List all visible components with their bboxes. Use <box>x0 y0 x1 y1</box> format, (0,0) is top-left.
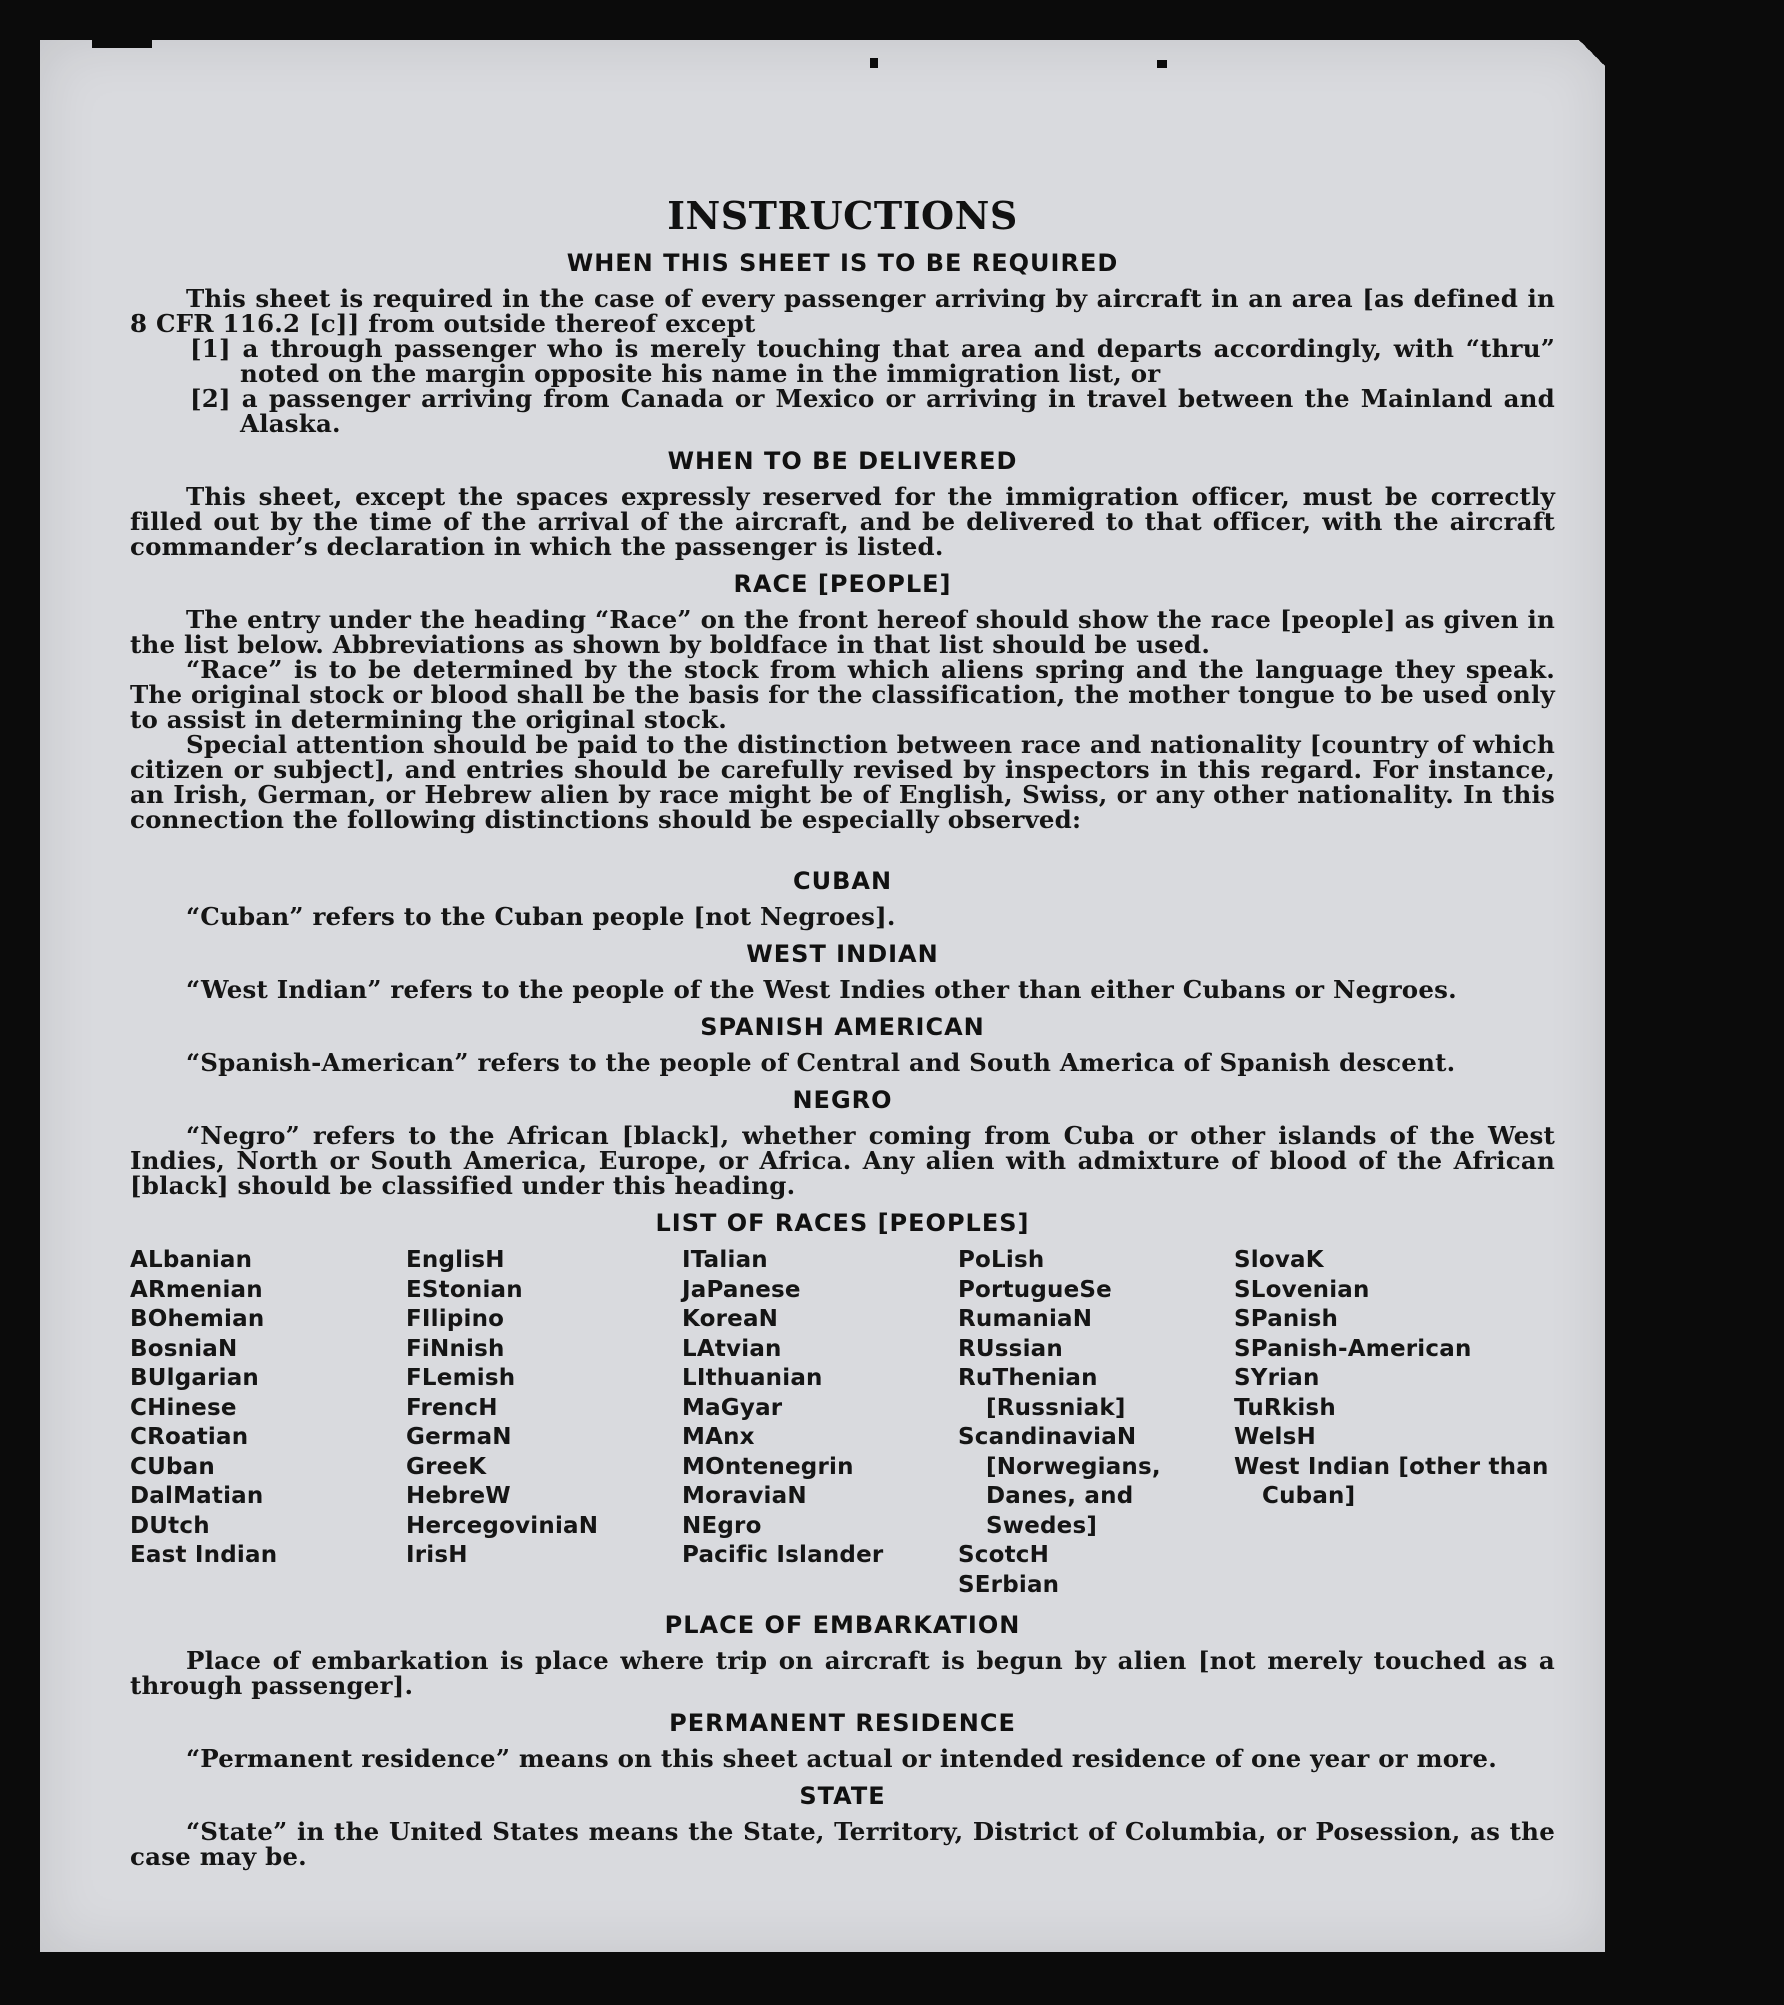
paragraph-delivered: This sheet, except the spaces expressly reserved for the immigration officer, must be correctly filled out by the time of the arrival of the aircraft, and be delivered to that officer, with the aircraft commander’s declaration in which the passenger is listed. <box>130 482 1555 561</box>
race-item: MaGyar <box>682 1394 783 1421</box>
race-item: SPanish <box>1234 1306 1339 1332</box>
race-item: East Indian <box>130 1542 278 1568</box>
race-list <box>130 1246 1555 1600</box>
race-list-column-5 <box>1234 1246 1555 1600</box>
race-item: BOhemian <box>130 1306 265 1332</box>
heading-when-delivered: WHEN TO BE DELIVERED <box>667 447 1018 475</box>
race-item: SlovaK <box>1234 1247 1324 1273</box>
race-item: MOntenegrin <box>682 1453 854 1480</box>
paragraph-residence: “Permanent residence” means on this sheet actual or intended residence of one year or more. <box>186 1744 1497 1773</box>
race-item: JaPanese <box>682 1276 801 1303</box>
race-item: TuRkish <box>1234 1394 1336 1421</box>
paragraph-race-3: Special attention should be paid to the distinction between race and nationality [country of which citizen or subject], and entries should be carefully revised by inspectors in this regard. For instance, an Irish, German, or Hebrew alien by race might be of English, Swiss, or any other nationality. In this connection the following distinctions should be especially observed: <box>130 730 1555 834</box>
race-item: RumaniaN <box>958 1306 1093 1332</box>
race-item: FiNnish <box>406 1335 505 1362</box>
race-list-column-3 <box>682 1246 958 1600</box>
race-item: Pacific Islander <box>682 1542 884 1568</box>
heading-spanish-american: SPANISH AMERICAN <box>700 1013 985 1041</box>
page-title: INSTRUCTIONS <box>667 193 1018 238</box>
paragraph-state: “State” in the United States means the State, Territory, District of Columbia, or Posession, as the case may be. <box>130 1817 1555 1871</box>
race-item: SErbian <box>958 1571 1060 1598</box>
document-sheet <box>40 40 1605 1952</box>
race-item: RuThenian [Russniak] <box>958 1365 1126 1421</box>
paragraph-spanish-american: “Spanish-American” refers to the people of Central and South America of Spanish descent. <box>186 1048 1456 1077</box>
scan-artifact <box>870 58 878 68</box>
race-item: SYrian <box>1234 1365 1320 1391</box>
race-item: HercegoviniaN <box>406 1512 599 1539</box>
race-item: FLemish <box>406 1365 516 1391</box>
paragraph-negro: “Negro” refers to the African [black], whether coming from Cuba or other islands of the West Indies, North or South America, Europe, or Africa. Any alien with admixture of blood of the African [black] should be classified under this heading. <box>130 1121 1555 1200</box>
paragraph-race-2: “Race” is to be determined by the stock from which aliens spring and the language they speak. The original stock or blood shall be the basis for the classification, the mother tongue to be used only to assist in determining the original stock. <box>130 655 1555 734</box>
race-item: West Indian [other than Cuban] <box>1234 1453 1549 1509</box>
race-item: ScandinaviaN [Norwegians, Danes, and Swedes] <box>958 1424 1161 1539</box>
heading-race: RACE [PEOPLE] <box>733 570 952 598</box>
heading-negro: NEGRO <box>792 1086 893 1114</box>
scan-artifact <box>92 38 152 48</box>
race-item: EStonian <box>406 1276 523 1303</box>
race-item: IrisH <box>406 1542 468 1568</box>
race-item: ScotcH <box>958 1542 1050 1568</box>
paragraph-required-item-1: [1] a through passenger who is merely touching that area and departs accordingly, with “thru” noted on the margin opposite his name in the immigration list, or <box>190 334 1555 388</box>
heading-when-required: WHEN THIS SHEET IS TO BE REQUIRED <box>566 249 1119 277</box>
race-item: ARmenian <box>130 1276 263 1303</box>
race-item: CHinese <box>130 1394 237 1421</box>
race-item: EnglisH <box>406 1247 505 1273</box>
race-item: MAnx <box>682 1424 755 1450</box>
race-item: LAtvian <box>682 1335 782 1362</box>
paragraph-race-1: The entry under the heading “Race” on the front hereof should show the race [people] as given in the list below. Abbreviations as shown by boldface in that list should be used. <box>130 605 1555 659</box>
race-list-column-1 <box>130 1246 406 1600</box>
race-item: HebreW <box>406 1483 511 1509</box>
race-item: ITalian <box>682 1247 768 1273</box>
race-item: BUlgarian <box>130 1365 259 1391</box>
race-item: NEgro <box>682 1512 762 1539</box>
paragraph-cuban: “Cuban” refers to the Cuban people [not Negroes]. <box>186 902 896 931</box>
race-item: GreeK <box>406 1453 487 1480</box>
heading-permanent-residence: PERMANENT RESIDENCE <box>669 1709 1016 1737</box>
race-item: DUtch <box>130 1512 210 1539</box>
heading-cuban: CUBAN <box>792 867 893 895</box>
race-item: DalMatian <box>130 1483 264 1509</box>
race-item: CUban <box>130 1453 215 1480</box>
race-list-column-4 <box>958 1246 1234 1600</box>
race-item: SPanish-American <box>1234 1335 1472 1362</box>
race-list-column-2 <box>406 1246 682 1600</box>
race-item: WelsH <box>1234 1424 1316 1450</box>
race-item: BosniaN <box>130 1335 238 1362</box>
race-item: GermaN <box>406 1424 512 1450</box>
race-item: CRoatian <box>130 1424 249 1450</box>
race-item: FrencH <box>406 1394 498 1421</box>
race-item: RUssian <box>958 1335 1063 1362</box>
heading-west-indian: WEST INDIAN <box>746 940 939 968</box>
instructions-content <box>130 150 1555 1869</box>
heading-place-of-embarkation: PLACE OF EMBARKATION <box>664 1611 1021 1639</box>
paragraph-embarkation: Place of embarkation is place where trip on aircraft is begun by alien [not merely touched as a through passenger]. <box>130 1646 1555 1700</box>
race-item: PortugueSe <box>958 1276 1112 1303</box>
race-item: KoreaN <box>682 1306 779 1332</box>
race-item: LIthuanian <box>682 1365 823 1391</box>
paragraph-required-intro: This sheet is required in the case of every passenger arriving by aircraft in an area [as defined in 8 CFR 116.2 [c]] from outside thereof except <box>130 284 1555 338</box>
paragraph-required-item-2: [2] a passenger arriving from Canada or Mexico or arriving in travel between the Mainland and Alaska. <box>190 384 1555 438</box>
race-item: ALbanian <box>130 1247 253 1273</box>
race-item: PoLish <box>958 1247 1045 1273</box>
heading-state: STATE <box>799 1782 886 1810</box>
heading-list-of-races: LIST OF RACES [PEOPLES] <box>655 1209 1030 1237</box>
race-item: SLovenian <box>1234 1276 1370 1303</box>
race-item: FIlipino <box>406 1306 505 1332</box>
scan-artifact <box>1157 60 1167 68</box>
paragraph-west-indian: “West Indian” refers to the people of the West Indies other than either Cubans or Negroes. <box>186 975 1457 1004</box>
race-item: MoraviaN <box>682 1483 807 1509</box>
